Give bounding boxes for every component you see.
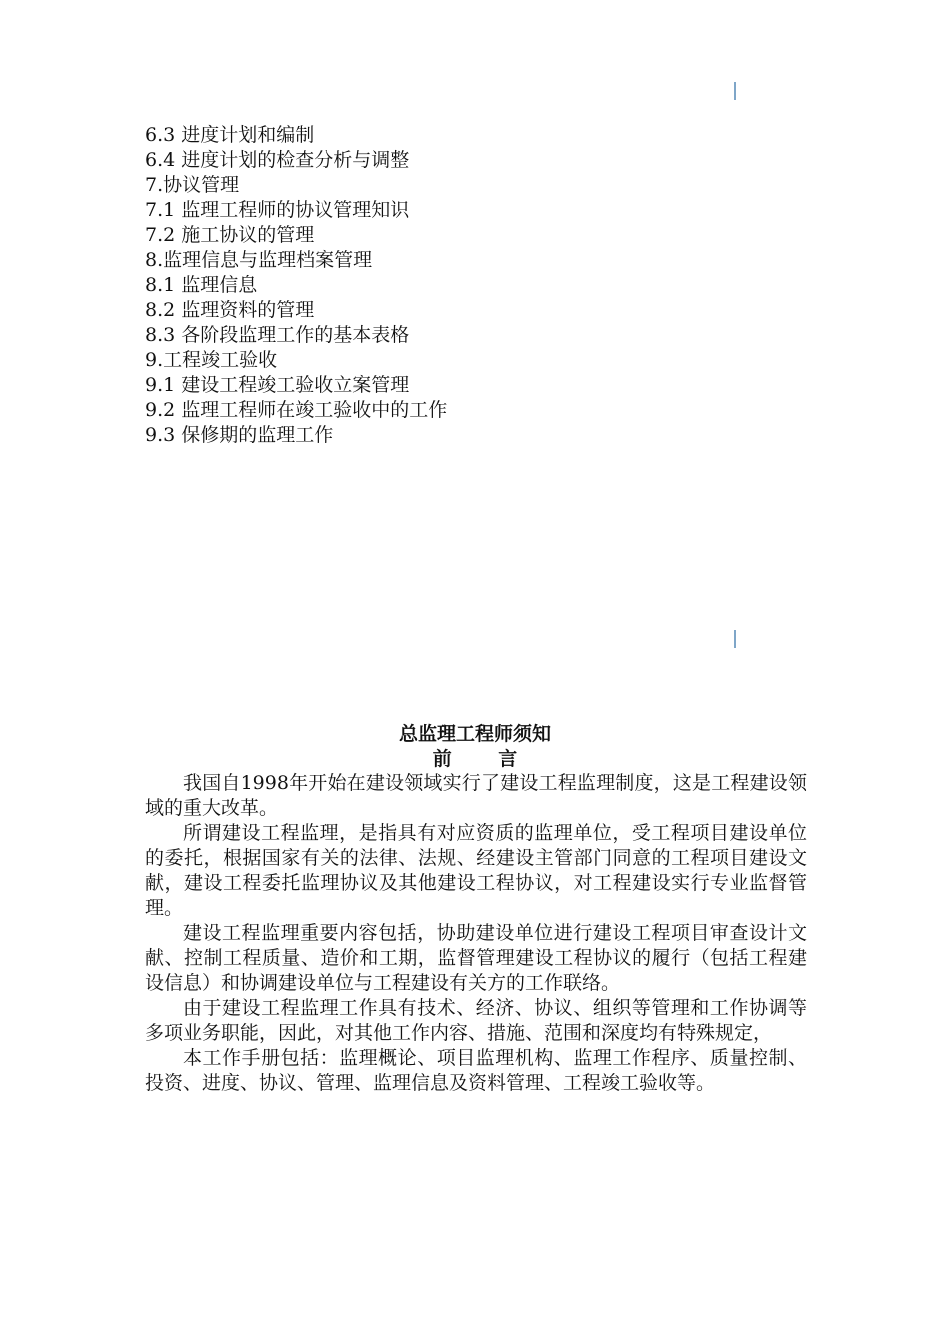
toc-item: 8.1 监理信息 bbox=[145, 274, 258, 296]
toc-item: 9.1 建设工程竣工验收立案管理 bbox=[145, 374, 410, 396]
document-title: 总监理工程师须知 bbox=[398, 723, 551, 745]
toc-item: 8.监理信息与监理档案管理 bbox=[145, 249, 373, 271]
paragraph: 我国自1998年开始在建设领域实行了建设工程监理制度，这是工程建设领域的重大改革。 bbox=[145, 772, 807, 819]
toc-item: 6.3 进度计划和编制 bbox=[145, 124, 315, 146]
toc-item: 7.协议管理 bbox=[145, 174, 240, 196]
page-edge-mark-middle bbox=[734, 630, 736, 648]
toc-item: 7.2 施工协议的管理 bbox=[145, 224, 315, 246]
preface-body bbox=[145, 771, 807, 1096]
paragraph: 所谓建设工程监理，是指具有对应资质的监理单位，受工程项目建设单位的委托，根据国家有关的法律、法规、经建设主管部门同意的工程项目建设文献，建设工程委托监理协议及其他建设工程协议，对工程建设实行专业监督管理。 bbox=[145, 822, 807, 919]
toc-item: 8.2 监理资料的管理 bbox=[145, 299, 315, 321]
paragraph: 本工作手册包括：监理概论、项目监理机构、监理工作程序、质量控制、投资、进度、协议、管理、监理信息及资料管理、工程竣工验收等。 bbox=[145, 1047, 807, 1094]
table-of-contents bbox=[145, 123, 705, 448]
toc-item: 9.3 保修期的监理工作 bbox=[145, 424, 334, 446]
paragraph: 由于建设工程监理工作具有技术、经济、协议、组织等管理和工作协调等多项业务职能，因此，对其他工作内容、措施、范围和深度均有特殊规定， bbox=[145, 997, 807, 1044]
preface-heading: 前 言 bbox=[432, 748, 518, 770]
toc-item: 9.工程竣工验收 bbox=[145, 349, 278, 371]
toc-item: 9.2 监理工程师在竣工验收中的工作 bbox=[145, 399, 448, 421]
toc-item: 8.3 各阶段监理工作的基本表格 bbox=[145, 324, 410, 346]
toc-item: 6.4 进度计划的检查分析与调整 bbox=[145, 149, 410, 171]
toc-item: 7.1 监理工程师的协议管理知识 bbox=[145, 199, 410, 221]
page-edge-mark-top bbox=[734, 82, 736, 100]
paragraph: 建设工程监理重要内容包括，协助建设单位进行建设工程项目审查设计文献、控制工程质量、造价和工期，监督管理建设工程协议的履行（包括工程建设信息）和协调建设单位与工程建设有关方的工作联络。 bbox=[145, 922, 807, 994]
